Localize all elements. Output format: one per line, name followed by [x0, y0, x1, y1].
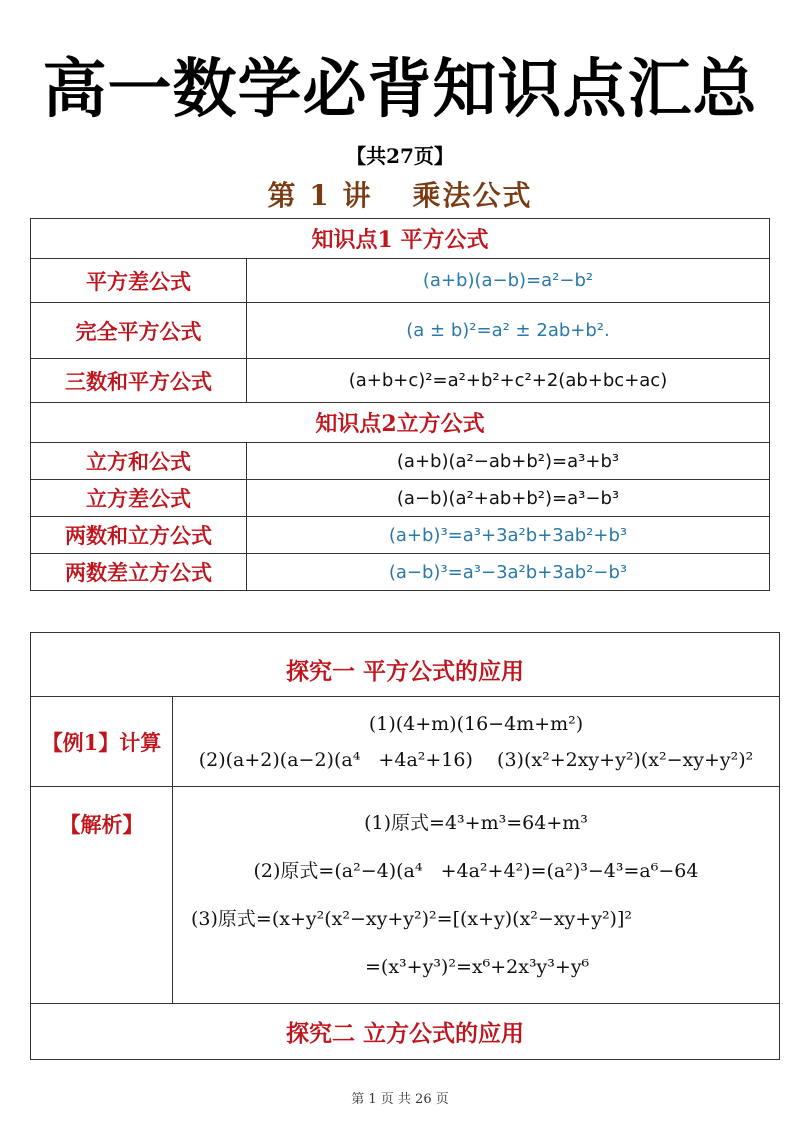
table-row — [31, 443, 770, 480]
analysis-line: (3)原式=(x+y²(x²−xy+y²)²=[(x+y)(x²−xy+y²)]² — [191, 908, 632, 930]
formula-value: (a+b+c)²=a²+b²+c²+2(ab+bc+ac) — [247, 359, 770, 403]
lecture-number: 第 1 讲 — [267, 179, 373, 212]
table-row — [31, 303, 770, 359]
section-header-row — [31, 403, 770, 443]
formula-name: 三数和平方公式 — [31, 359, 247, 403]
table-row — [31, 259, 770, 303]
formula-name: 立方差公式 — [31, 480, 247, 517]
formula-value: (a ± b)²=a² ± 2ab+b². — [247, 303, 770, 359]
section2-heading: 知识点2立方公式 — [31, 403, 770, 443]
analysis-row — [31, 787, 780, 1004]
analysis-line: (2)原式=(a²−4)(a⁴ +4a²+4²)=(a²)³−4³=a⁶−64 — [253, 860, 699, 882]
page-footer: 第 1 页 共 26 页 — [351, 1092, 449, 1107]
exploration-table — [30, 632, 780, 1060]
example-row — [31, 697, 780, 787]
lecture-heading — [0, 174, 800, 214]
example-line: (2)(a+2)(a−2)(a⁴ +4a²+16) (3)(x²+2xy+y²)(x²−xy+y²)² — [198, 748, 754, 771]
explore-header-row — [31, 633, 780, 697]
analysis-line: (1)原式=4³+m³=64+m³ — [364, 812, 588, 834]
formula-name: 两数和立方公式 — [31, 517, 247, 554]
formula-value: (a+b)³=a³+3a²b+3ab²+b³ — [247, 517, 770, 554]
page-count: 【共27页】 — [346, 144, 454, 168]
section-header-row — [31, 219, 770, 259]
document-title: 高一数学必背知识点汇总 — [42, 53, 758, 127]
lecture-topic: 乘法公式 — [412, 179, 533, 212]
formula-value: (a−b)³=a³−3a²b+3ab²−b³ — [247, 554, 770, 591]
formula-value: (a−b)(a²+ab+b²)=a³−b³ — [247, 480, 770, 517]
formula-table — [30, 218, 770, 591]
example-label: 【例1】计算 — [31, 697, 173, 787]
analysis-content — [173, 787, 780, 1004]
table-row — [31, 480, 770, 517]
table-row — [31, 359, 770, 403]
explore-header-row — [31, 1004, 780, 1060]
analysis-line: =(x³+y³)²=x⁶+2x³y³+y⁶ — [365, 956, 590, 978]
formula-value: (a+b)(a−b)=a²−b² — [247, 259, 770, 303]
table-row — [31, 554, 770, 591]
section1-heading: 知识点1 平方公式 — [31, 219, 770, 259]
formula-name: 立方和公式 — [31, 443, 247, 480]
analysis-label: 【解析】 — [31, 787, 173, 1004]
example-line: (1)(4+m)(16−4m+m²) — [368, 712, 584, 735]
formula-value: (a+b)(a²−ab+b²)=a³+b³ — [247, 443, 770, 480]
explore1-heading: 探究一 平方公式的应用 — [31, 633, 780, 697]
formula-name: 完全平方公式 — [31, 303, 247, 359]
formula-name: 平方差公式 — [31, 259, 247, 303]
explore2-heading: 探究二 立方公式的应用 — [31, 1004, 780, 1060]
table-row — [31, 517, 770, 554]
formula-name: 两数差立方公式 — [31, 554, 247, 591]
example-content — [173, 697, 780, 787]
